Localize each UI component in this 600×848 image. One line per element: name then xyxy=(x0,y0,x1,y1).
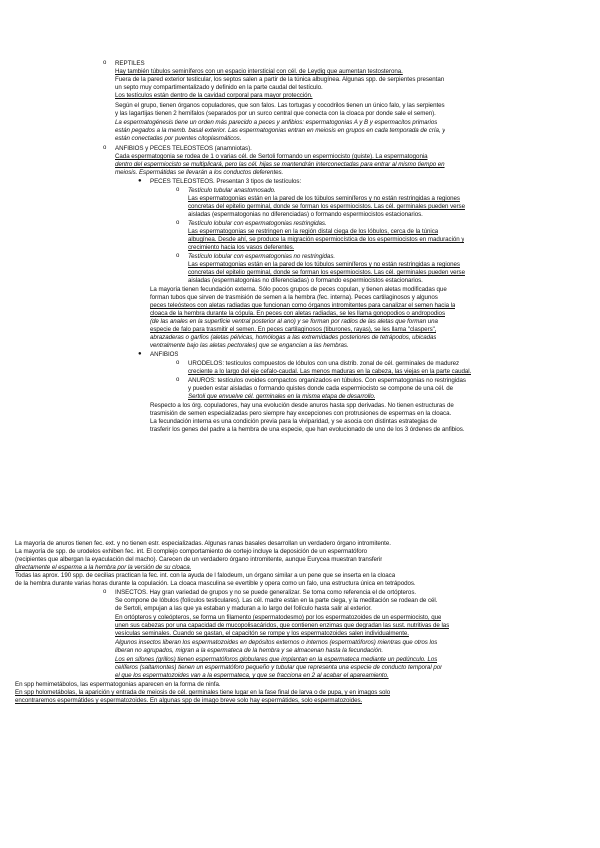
list-bullet-icon: o xyxy=(176,253,180,259)
text-line: Las espermatogonias están en la pared de los túbulos seminíferos y no están restringidas a regiones xyxy=(188,195,460,202)
text-line: trasferir los genes del padre a la hembra de una especie, que han evolucionado de uno de los 3 órdenes de anfibios. xyxy=(150,426,465,433)
text-line: PECES TELEÓSTEOS. Presentan 3 tipos de testículos: xyxy=(150,178,302,185)
text-line: el que los espermatozoides van a la espermateca, y que se fracciona en 2 al acabar el apareamiento. xyxy=(115,672,389,679)
text-line: especie de falo para trasmitir el semen. En peces cartilaginosos (tiburones, rayas), se les llama "claspers", xyxy=(150,326,437,333)
text-line: creciente a lo largo del eje cefalo-caudal. Las menos maduras en la cabeza, las viejas en la parte caudal. xyxy=(188,368,472,375)
text-line: La mayoría tienen fecundación externa. Sólo pocos grupos de peces copulan, y tienen aletas modificadas que xyxy=(150,286,447,293)
text-line: ANUROS: testículos ovoides compactos organizados en túbulos. Con espermatogonias no restringidas xyxy=(188,377,466,384)
text-line: vesículas seminales. Cuando se gastan, el capacitón se rompe y los espermatozoides salen individualmente. xyxy=(115,630,409,637)
text-line: Algunos insectos liberan los espermatozoides en depósitos externos o internos (espermatóforos) mientras que otros los xyxy=(115,639,438,646)
text-line: Fuera de la pared exterior testicular, los septos salen a partir de la túnica albugínea. Algunas spp. de serpientes presentan xyxy=(115,76,445,83)
text-line: trasmisión de semen especializadas pero siempre hay excepciones con protrusiones de espermas en la cloaca. xyxy=(150,410,452,417)
text-line: de la hembra durante varias horas durante la copulación. La cloaca masculina se evertible y opera como un falo, una estructura única en tetrápodos. xyxy=(15,580,416,587)
text-line: Las espermatogonias están en la pared de los túbulos seminíferos y no están restringidas a regiones xyxy=(188,261,460,268)
text-line: meiosis. Espermátidas se llevarán a los conductos deferentes. xyxy=(115,169,284,176)
text-line: Las espermatogonias se restringen en la región distal ciega de los lóbulos, cerca de la túnica xyxy=(188,228,439,235)
text-line: REPTILES xyxy=(115,60,145,67)
text-line: ANFIBIOS xyxy=(150,351,179,358)
text-line: Se compone de lóbulos (folículos testiculares). Las cél. madre están en la parte ciega, y la meditación se rodean de cél. xyxy=(115,597,438,604)
text-line: Testículo tubular anastomosado. xyxy=(188,187,276,194)
text-line: y las lagartijas tienen 2 hemifalos (separados por un surco central que conecta con la cloaca por donde sale el semen). xyxy=(115,110,436,117)
text-line: La espermatogénesis tiene un orden más parecido a peces y anfibios: espermatogonias A y B y espermacitos primarios xyxy=(115,119,438,126)
text-line: Hay también túbulos seminíferos con un espacio intersticial con cél. de Leydig que aumentan testosterona. xyxy=(115,68,403,75)
text-line: Los testículos están dentro de la cavidad corporal para mayor protección. xyxy=(115,92,313,99)
text-line: celíferos (saltamontes) tienen un espermatóforo pequeño y tubular que representa una especie de conducto temporal por xyxy=(115,664,443,671)
text-line: En ortópteros y coleópteros, se forma un filamento (espermatodesmo) por los espermatozoides de un espermiocisto, que xyxy=(115,614,442,621)
text-line: La mayoría de anuros tienen fec. ext. y no tienen estr. especializadas. Algunas ranas basales desarrollan un verdadero órgano intromitente. xyxy=(15,540,391,547)
text-line: Cada espermatogonia se rodea de 1 o varias cél. de Sertoli formando un espermiocisto (quiste). La espermatogonia xyxy=(115,153,428,160)
text-line: Testículo lobular con espermatogonias no restringidas. xyxy=(188,253,336,260)
list-bullet-icon: o xyxy=(176,377,180,383)
text-line: concretas del epitelio germinal, donde se forman los espermiocistos. Las cél. germinales pueden verse xyxy=(188,269,465,276)
text-line: están pegados a la memb. basal exterior. Las espermatogonias entran en meiosis en grupos en cada temporada de cría, y xyxy=(115,127,446,134)
text-line: INSECTOS. Hay gran variedad de grupos y no se puede generalizar. Se toma como referencia el de ortópteros. xyxy=(115,589,417,596)
list-bullet-icon: o xyxy=(103,145,107,151)
text-line: unen sus cabezas por una capacidad de mucopolisacáridos, que contienen enzimas que degradan las sust. nutritivas de las xyxy=(115,622,450,629)
text-line: Sertoli que envuelve cél. germinales en la misma etapa de desarrollo. xyxy=(188,393,376,400)
text-line: En spp hemimetábolos, las espermatogonias aparecen en la forma de ninfa. xyxy=(15,681,221,688)
text-line: (recipientes que albergan la eyaculación del macho). Carecen de un verdadero órgano intromitente, aunque Eurycea muestran transferir xyxy=(15,556,383,563)
text-line: Respecto a los órg. copuladores, hay una evolución desde anuros hasta spp derivadas. No tienen estructuras de xyxy=(150,402,454,409)
list-bullet-icon: o xyxy=(176,220,180,226)
text-line: están conectadas por puentes citoplasmáticos. xyxy=(115,135,242,142)
text-line: abrazaderas o garfios (aletas pélvicas, homólogas a las extremidades posteriores de tetrápodos, ubicadas xyxy=(150,334,437,341)
list-bullet-icon: ● xyxy=(138,178,142,184)
text-line: forman tubos que sirven de trasmisión de semen a la hembra (fec. interna). Peces cartilaginosos y algunos xyxy=(150,294,438,301)
list-bullet-icon: o xyxy=(103,589,107,595)
text-line: Según el grupo, tienen órganos copuladores, que son falos. Las tortugas y cocodrilos tienen un único falo, y las serpientes xyxy=(115,102,445,109)
list-bullet-icon: o xyxy=(103,60,107,66)
text-line: encontraremos espermátides y espermatozoides. En algunas spp de imago breve solo hay espermátides, solo espermatozoides. xyxy=(15,697,363,704)
text-line: La mayoría de spp. de urodelos exhiben fec. int. El complejo comportamiento de cortejo incluye la deposición de un espermatóforo xyxy=(15,548,367,555)
text-line: (de las anales en la superficie ventral posterior al ano) y se forman por radios de las aletas que forman una xyxy=(150,318,438,325)
text-line: concretas del epitelio germinal, donde se forman los espermiocistos. Las cél. germinales pueden verse xyxy=(188,203,465,210)
text-line: peces teleósteos con aletas radiadas que funcionan como órganos intromitentes para canalizar el semen hacia la xyxy=(150,302,456,309)
text-line: La fecundación interna es una condición previa para la viviparidad, y se asocia con distintas estrategias de xyxy=(150,418,437,425)
text-line: URODELOS: testículos compuestos de lóbulos con una distrib. zonal de cél. germinales de madurez xyxy=(188,360,460,367)
text-line: aisladas (espermatogonias no diferenciadas) o formando espermiocistos estacionarios. xyxy=(188,277,423,284)
list-bullet-icon: o xyxy=(176,187,180,193)
text-line: En spp holometábolas, la aparición y entrada de meiosis de cél. germinales tiene lugar en la fase final de larva o de pupa, y en imagos solo xyxy=(15,689,391,696)
text-line: Todas las aprox. 190 spp. de cecilias practican la fec. int. con la ayuda de l falodeum, un órgano similar a un pene que se inserta en la cloaca xyxy=(15,572,396,579)
text-line: Los en sifones (grillos) tienen espermatóforos globulares que implantan en la espermateca mediante un pedúnculo. Los xyxy=(115,656,438,663)
list-bullet-icon: ● xyxy=(138,351,142,357)
text-line: dentro del espermiocisto se multiplicará, pero las cél. hijas se mantendrán interconectadas para entrar al mismo tiempo en xyxy=(115,161,445,168)
text-line: ventralmente bajo las aletas pectorales) que se engancian a las hembras. xyxy=(150,342,349,349)
text-line: de Sertoli, empujan a las que ya estaban y maduran a lo largo del folículo hasta salir al exterior. xyxy=(115,605,372,612)
text-line: aisladas (espermatogonias no diferenciadas) o formando espermiocistos estacionarios. xyxy=(188,211,423,218)
text-line: directamente el esperma a la hembra por la versión de su cloaca. xyxy=(15,564,192,571)
text-line: Testículo lobular con espermatogonias restringidas. xyxy=(188,220,327,227)
text-line: un septo muy compartimentalizado y definido en la parte caudal del testículo. xyxy=(115,84,323,91)
text-line: cloaca de la hembra durante la cópula. En peces con aletas radiadas, se les llama gonopodios o andropodios xyxy=(150,310,445,317)
text-line: ANFIBIOS y PECES TELEÓSTEOS (anamniotas). xyxy=(115,145,252,152)
text-line: crecimiento hacia los vasos deferentes. xyxy=(188,244,295,251)
list-bullet-icon: o xyxy=(176,360,180,366)
text-line: albugínea. Desde ahí, se produce la migración espermiocística de los espermiocistos en maduración y xyxy=(188,236,465,243)
text-line: liberan no agrupados, migran a la espermateca de la hembra y se almacenan hasta la fecundación. xyxy=(115,647,384,654)
text-line: y pueden estar aisladas o formando quistes donde cada espermiocisto se compone de una cél. de xyxy=(188,385,454,392)
